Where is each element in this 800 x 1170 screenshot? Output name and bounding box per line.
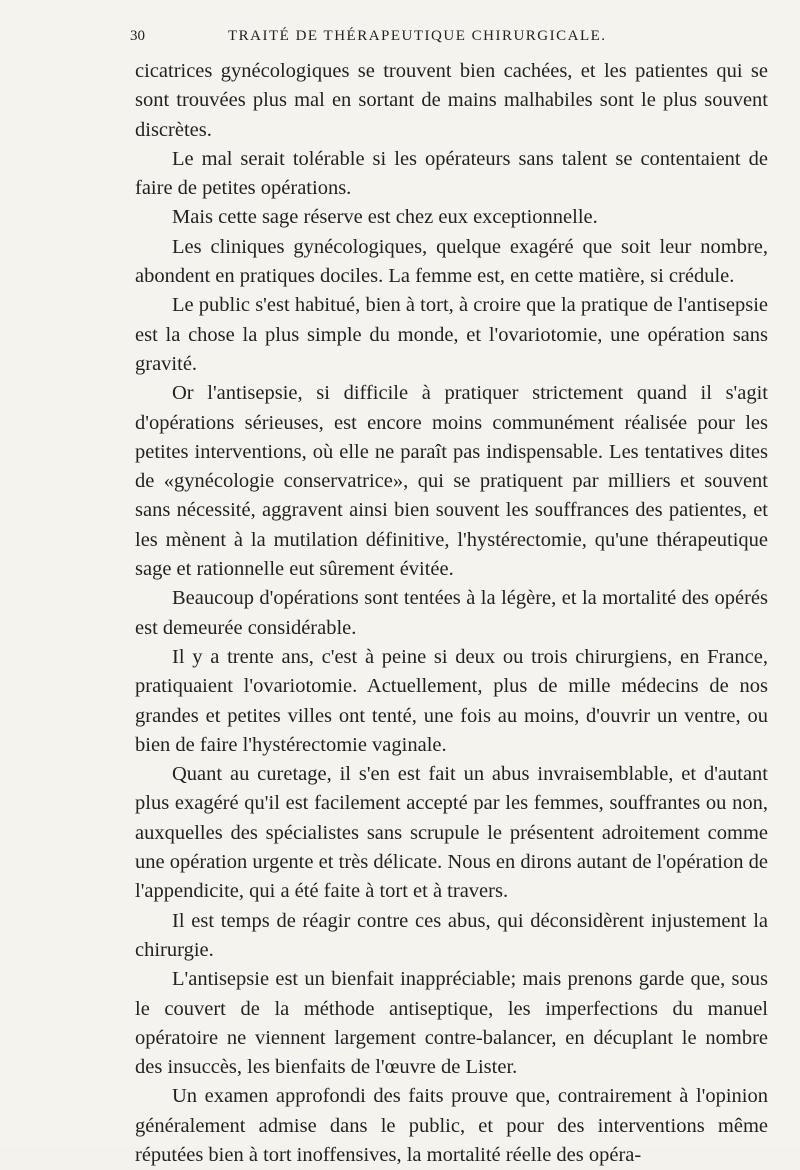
page-header: [130, 24, 770, 50]
paragraph: cicatrices gynécologiques se trouvent bien cachées, et les patientes qui se sont trouvées plus mal en sortant de mains malhabiles sont le plus souvent discrètes.: [135, 60, 768, 141]
paragraph: Le mal serait tolérable si les opérateurs sans talent se contentaient de faire de petites opérations.: [135, 147, 768, 200]
running-head: TRAITÉ DE THÉRAPEUTIQUE CHIRURGICALE.: [228, 28, 607, 44]
page-number: 30: [130, 28, 145, 44]
body-text: [135, 57, 768, 1170]
paragraph: L'antisepsie est un bienfait inappréciable; mais prenons garde que, sous le couvert de la méthode antiseptique, les imperfections du manuel opératoire ne viennent largement contre-balancer, en décuplant le nombre des insuccès, les bienfaits de l'œuvre de Lister.: [135, 968, 768, 1079]
paragraph: Il y a trente ans, c'est à peine si deux ou trois chirurgiens, en France, pratiquaient l'ovariotomie. Actuellement, plus de mille médecins de nos grandes et petites villes ont tenté, une fois au moins, d'ouvrir un ventre, ou bien de faire l'hystérectomie vaginale.: [135, 645, 768, 756]
paragraph: Beaucoup d'opérations sont tentées à la légère, et la mortalité des opérés est demeurée considérable.: [135, 587, 768, 639]
paragraph: Mais cette sage réserve est chez eux exceptionnelle.: [172, 206, 598, 229]
paragraph: Il est temps de réagir contre ces abus, qui déconsidèrent injustement la chirurgie.: [135, 909, 768, 961]
paragraph: Or l'antisepsie, si difficile à pratiquer strictement quand il s'agit d'opérations sérieuses, est encore moins communément réalisée pour les petites interventions, où elle ne paraît pas indispensable. Les tentatives dites de «gynécologie conservatrice», qui se pratiquent par milliers et souvent sans nécessité, aggravent ainsi bien souvent les souffrances des patientes, et les mènent à la mutilation définitive, l'hystérectomie, qu'une thérapeutique sage et rationnelle eut sûrement évitée.: [135, 382, 768, 581]
paragraph: Les cliniques gynécologiques, quelque exagéré que soit leur nombre, abondent en pratiques dociles. La femme est, en cette matière, si crédule.: [135, 235, 768, 288]
paragraph: Le public s'est habitué, bien à tort, à croire que la pratique de l'antisepsie est la chose la plus simple du monde, et l'ovariotomie, une opération sans gravité.: [135, 294, 768, 375]
paragraph: Quant au curetage, il s'en est fait un abus invraisemblable, et d'autant plus exagéré qu'il est facilement accepté par les femmes, souffrantes ou non, auxquelles des spécialistes sans scrupule le présentent adroitement comme une opération urgente et très délicate. Nous en dirons autant de l'opération de l'appendicite, qui a été faite à tort et à travers.: [135, 763, 768, 903]
paragraph: Un examen approfondi des faits prouve que, contrairement à l'opinion généralement admise dans le public, et pour des interventions même réputées bien à tort inoffensives, la mortalité réelle des opéra-: [135, 1085, 768, 1166]
